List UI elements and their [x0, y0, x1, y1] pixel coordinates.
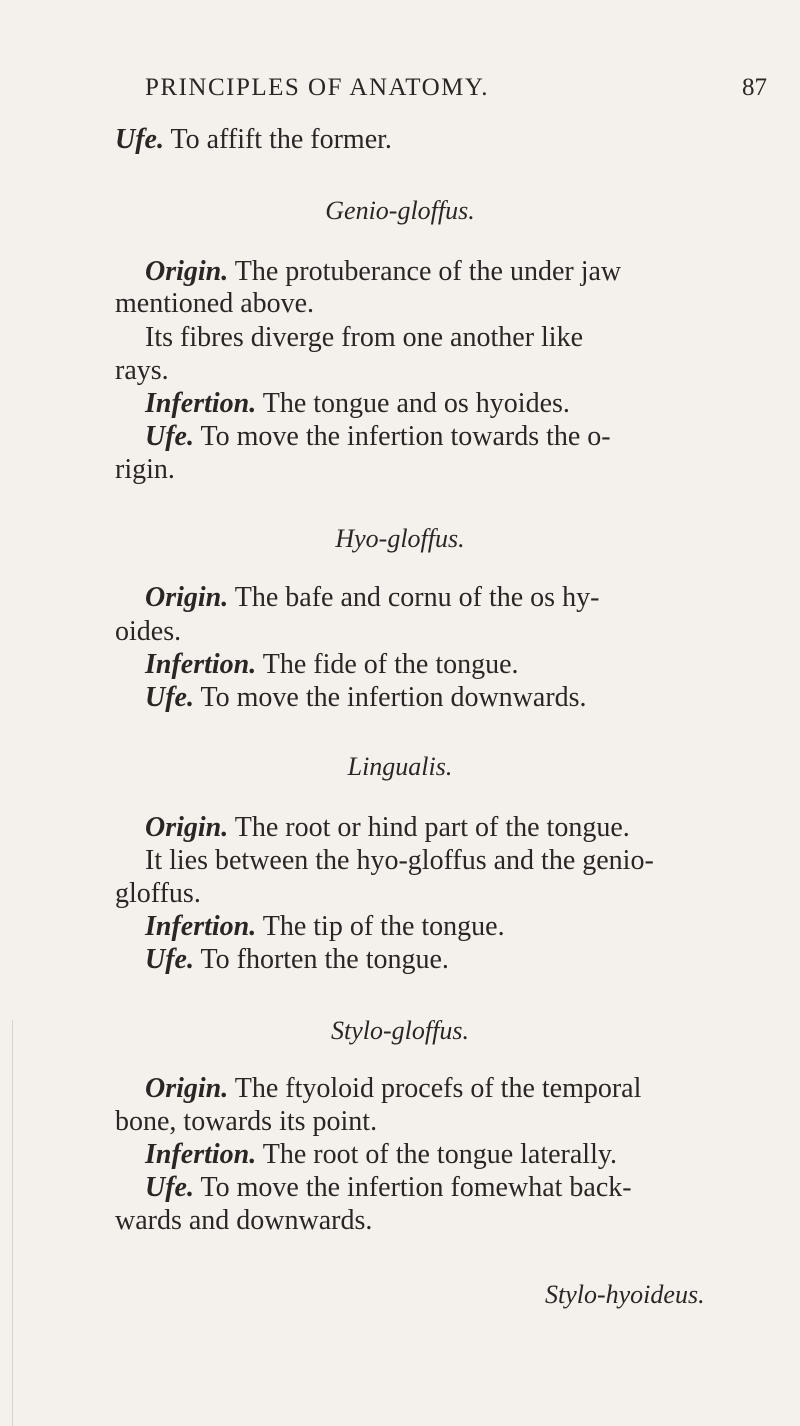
text-line: wards and downwards.: [115, 1205, 373, 1236]
text-line: mentioned above.: [115, 288, 315, 319]
line-text: The root of the tongue laterally.: [256, 1139, 618, 1170]
line-text: The protuberance of the under jaw: [228, 256, 622, 287]
insertion-label: Infertion.: [145, 1139, 257, 1170]
origin-label: Origin.: [145, 582, 229, 613]
page-number: 87: [742, 74, 767, 101]
text-line: [145, 649, 519, 681]
text-line: oides.: [115, 616, 182, 647]
text-line: [145, 1073, 641, 1105]
text-line: [145, 421, 611, 453]
line-text: The bafe and cornu of the os hy-: [228, 582, 600, 613]
line-text: To move the infertion downwards.: [193, 682, 587, 713]
line-text: The tongue and os hyoides.: [256, 388, 570, 419]
text-line: [145, 388, 570, 420]
text-line: [145, 682, 587, 714]
text-line: bone, towards its point.: [115, 1106, 378, 1137]
section-heading-lingualis: Lingualis.: [347, 752, 453, 781]
section-heading-hyo-glossus: Hyo-gloffus.: [335, 524, 465, 553]
insertion-label: Infertion.: [145, 911, 257, 942]
origin-label: Origin.: [145, 812, 229, 843]
text-line: It lies between the hyo-gloffus and the genio-: [145, 845, 654, 876]
line-text: The root or hind part of the tongue.: [228, 812, 630, 843]
line-text: The ftyoloid procefs of the temporal: [228, 1073, 642, 1104]
origin-label: Origin.: [145, 1073, 229, 1104]
line-text: The tip of the tongue.: [256, 911, 505, 942]
text-line: [145, 944, 449, 976]
use-label: Ufe.: [145, 1172, 194, 1203]
running-head: PRINCIPLES OF ANATOMY.: [145, 74, 489, 101]
catchword: Stylo-hyoideus.: [545, 1280, 705, 1309]
text-line: [145, 1139, 617, 1171]
use-label: Ufe.: [145, 944, 194, 975]
insertion-label: Infertion.: [145, 388, 257, 419]
use-label: Ufe.: [145, 682, 194, 713]
text-line: gloffus.: [115, 878, 201, 909]
text-line: [145, 256, 621, 288]
line-text: To move the infertion towards the o-: [193, 421, 611, 452]
text-line: rigin.: [115, 454, 175, 485]
line-text: To affift the former.: [163, 124, 392, 155]
text-line: rays.: [115, 355, 169, 386]
gutter-shadow: [12, 1020, 13, 1426]
text-line: [145, 911, 505, 943]
use-label: Ufe.: [115, 124, 164, 155]
insertion-label: Infertion.: [145, 649, 257, 680]
line-text: To fhorten the tongue.: [193, 944, 449, 975]
section-heading-genio-glossus: Genio-gloffus.: [325, 196, 475, 225]
section-heading-stylo-glossus: Stylo-gloffus.: [331, 1016, 469, 1045]
line-text: To move the infertion fomewhat back-: [193, 1172, 632, 1203]
opening-use-line: [115, 124, 392, 156]
text-line: [145, 812, 630, 844]
text-line: [145, 582, 599, 614]
use-label: Ufe.: [145, 421, 194, 452]
origin-label: Origin.: [145, 256, 229, 287]
text-line: [145, 1172, 632, 1204]
line-text: The fide of the tongue.: [256, 649, 519, 680]
text-line: Its fibres diverge from one another like: [145, 322, 584, 353]
